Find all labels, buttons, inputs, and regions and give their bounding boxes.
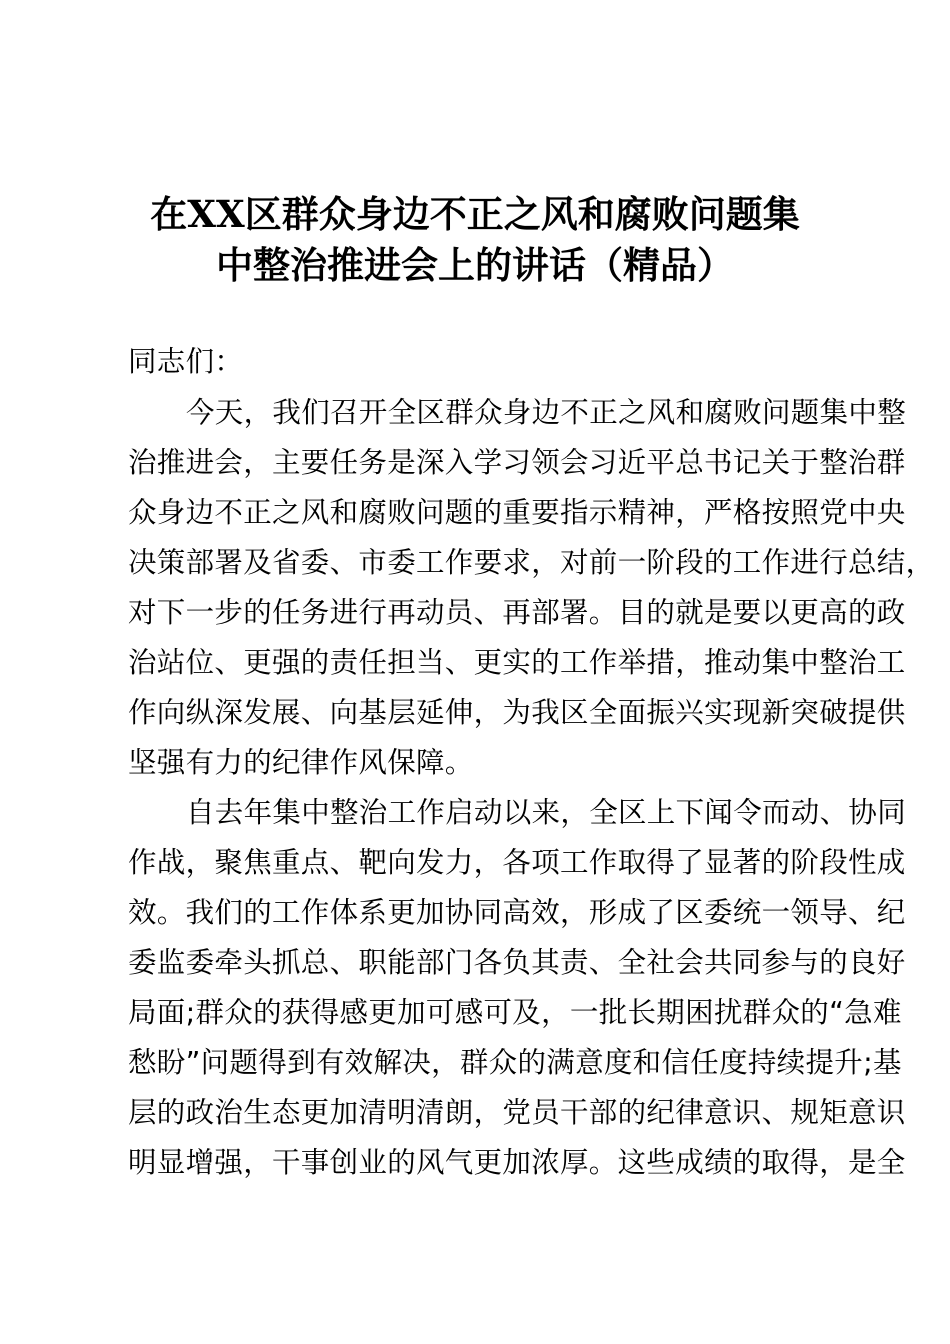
paragraph-line: 对下一步的任务进行再动员、再部署。目的就是要以更高的政 [128, 596, 906, 629]
paragraph-line: 效。我们的工作体系更加协同高效，形成了区委统一领导、纪 [128, 896, 906, 929]
paragraph-line: 治推进会，主要任务是深入学习领会习近平总书记关于整治群 [128, 446, 906, 479]
paragraph-line: 治站位、更强的责任担当、更实的工作举措，推动集中整治工 [128, 646, 906, 679]
title-line-1: 在XX区群众身边不正之风和腐败问题集 [150, 192, 800, 236]
paragraph-line: 决策部署及省委、市委工作要求，对前一阶段的工作进行总结， [128, 546, 935, 579]
paragraph-line: 今天，我们召开全区群众身边不正之风和腐败问题集中整 [186, 396, 907, 429]
paragraph-line: 自去年集中整治工作启动以来，全区上下闻令而动、协同 [186, 796, 907, 829]
salutation: 同志们： [128, 345, 244, 378]
title-line-2: 中整治推进会上的讲话（精品） [216, 243, 734, 287]
paragraph-line: 委监委牵头抓总、职能部门各负其责、全社会共同参与的良好 [128, 946, 906, 979]
paragraph-line: 坚强有力的纪律作风保障。 [128, 746, 474, 779]
paragraph-line: 明显增强，干事创业的风气更加浓厚。这些成绩的取得，是全 [128, 1146, 906, 1179]
paragraph-line: 众身边不正之风和腐败问题的重要指示精神，严格按照党中央 [128, 496, 906, 529]
paragraph-line: 局面;群众的获得感更加可感可及，一批长期困扰群众的“急难 [128, 996, 902, 1029]
paragraph-line: 作向纵深发展、向基层延伸，为我区全面振兴实现新突破提供 [128, 696, 906, 729]
paragraph-line: 层的政治生态更加清明清朗，党员干部的纪律意识、规矩意识 [128, 1096, 906, 1129]
paragraph-line: 愁盼”问题得到有效解决，群众的满意度和信任度持续提升;基 [128, 1046, 902, 1079]
paragraph-line: 作战，聚焦重点、靶向发力，各项工作取得了显著的阶段性成 [128, 846, 906, 879]
